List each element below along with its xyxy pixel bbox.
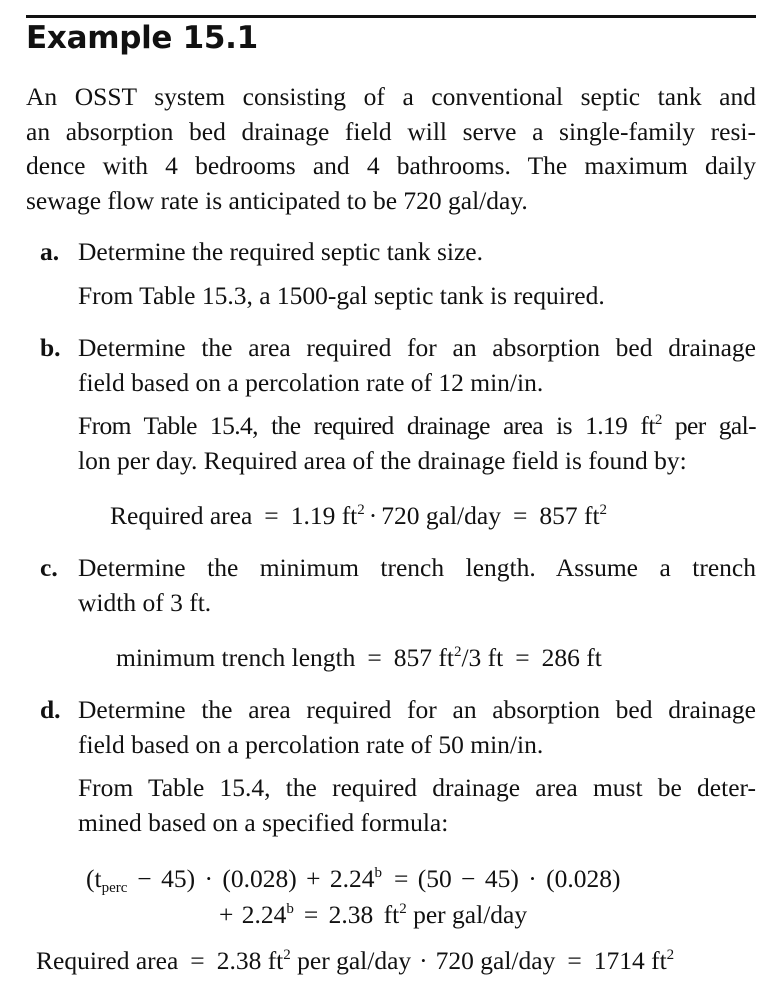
part-question-line: Determine the area required for an absorption bed drainage bbox=[78, 333, 756, 362]
eq-equals: = bbox=[567, 946, 582, 975]
intro-line: dence with 4 bedrooms and 4 bathrooms. The maximum daily bbox=[26, 151, 756, 180]
equation-trench-length bbox=[116, 641, 602, 675]
part-answer-line bbox=[78, 409, 756, 444]
answer-text: From Table 15.4, the required drainage area is 1.19 ft bbox=[78, 411, 655, 440]
eq-term: 1.19 ft bbox=[290, 501, 358, 530]
formula-text: + 2.24 bbox=[219, 900, 287, 929]
eq-result: 286 ft bbox=[541, 643, 602, 672]
eq-equals: = bbox=[190, 946, 205, 975]
exponent: 2 bbox=[453, 644, 462, 660]
eq-term: 720 gal/day bbox=[381, 501, 501, 530]
eq-equals: = bbox=[515, 643, 530, 672]
formula-text: = 2.38 ft bbox=[303, 900, 400, 929]
part-letter: a. bbox=[40, 237, 60, 266]
subscript: perc bbox=[101, 880, 128, 896]
part-question-line: Determine the area required for an absorption bed drainage bbox=[78, 695, 756, 724]
formula-text: − 45) · (0.028) + 2.24 bbox=[137, 864, 375, 893]
eq-equals: = bbox=[367, 643, 382, 672]
exponent: 2 bbox=[654, 412, 662, 428]
formula-text: = (50 − 45) · (0.028) bbox=[394, 864, 621, 893]
exponent: 2 bbox=[666, 947, 675, 963]
equation-required-area bbox=[110, 499, 607, 533]
eq-term: 2.38 ft bbox=[216, 946, 284, 975]
eq-lhs: Required area bbox=[110, 501, 253, 530]
equation-final-area bbox=[36, 944, 674, 978]
eq-term: per gal/day bbox=[290, 946, 412, 975]
exponent: 2 bbox=[357, 502, 365, 518]
eq-equals: = bbox=[264, 501, 279, 530]
eq-lhs: minimum trench length bbox=[116, 643, 356, 672]
part-question-line: field based on a percolation rate of 50 min/in. bbox=[78, 729, 544, 759]
part-letter: b. bbox=[40, 333, 61, 362]
formula-line-2 bbox=[219, 898, 527, 932]
exponent: 2 bbox=[283, 947, 291, 963]
top-rule bbox=[26, 15, 756, 18]
part-question: Determine the required septic tank size. bbox=[78, 237, 483, 266]
eq-result: 857 ft bbox=[539, 501, 600, 530]
formula-text: (t bbox=[86, 864, 102, 893]
eq-term: 857 ft bbox=[393, 643, 454, 672]
answer-text: per gal- bbox=[661, 411, 756, 440]
exponent: 2 bbox=[399, 901, 407, 917]
part-question-line: Determine the minimum trench length. Assume a trench bbox=[78, 553, 756, 582]
eq-result: 1714 ft bbox=[593, 946, 667, 975]
eq-dot: · bbox=[419, 946, 428, 975]
part-answer: From Table 15.3, a 1500-gal septic tank is required. bbox=[78, 281, 605, 310]
eq-equals: = bbox=[512, 501, 528, 530]
intro-line: An OSST system consisting of a conventional septic tank and bbox=[26, 82, 756, 111]
exponent: 2 bbox=[599, 502, 608, 518]
eq-dot: · bbox=[368, 501, 378, 530]
intro-line: sewage flow rate is anticipated to be 720 gal/day. bbox=[26, 185, 528, 215]
part-question-line: field based on a percolation rate of 12 min/in. bbox=[78, 367, 544, 397]
eq-lhs: Required area bbox=[36, 946, 179, 975]
eq-term: /3 ft bbox=[461, 643, 504, 672]
formula-text: per gal/day bbox=[406, 900, 528, 929]
part-letter: d. bbox=[40, 695, 61, 724]
example-title: Example 15.1 bbox=[26, 20, 258, 56]
part-answer-line: lon per day. Required area of the drainage field is found by: bbox=[78, 445, 687, 475]
formula-line-1 bbox=[86, 862, 620, 896]
intro-line: an absorption bed drainage field will serve a single-family resi- bbox=[26, 116, 756, 146]
problem-statement bbox=[26, 80, 756, 218]
part-question-line: width of 3 ft. bbox=[78, 587, 212, 617]
part-letter: c. bbox=[40, 553, 58, 582]
superscript: b bbox=[374, 865, 382, 881]
eq-term: 720 gal/day bbox=[435, 946, 556, 975]
superscript: b bbox=[286, 901, 294, 917]
part-answer-line: From Table 15.4, the required drainage area must be deter- bbox=[78, 773, 756, 802]
part-answer-line: mined based on a specified formula: bbox=[78, 807, 449, 837]
